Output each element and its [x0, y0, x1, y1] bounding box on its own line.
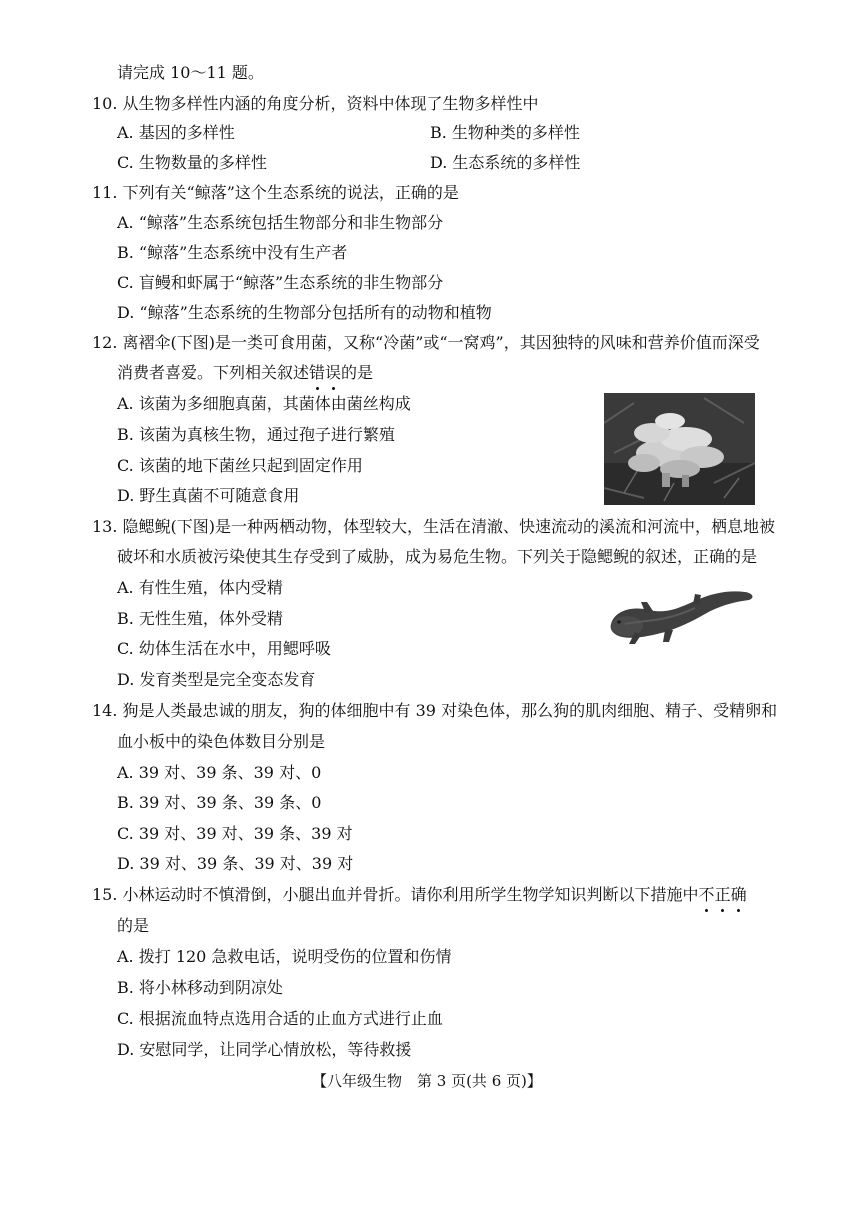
q12-option-b: B. 该菌为真核生物，通过孢子进行繁殖 — [117, 425, 395, 444]
q12-emphasis-char: 错 — [309, 363, 326, 382]
q13-option-a: A. 有性生殖，体内受精 — [117, 578, 283, 597]
q11-stem: 11. 下列有关“鲸落”这个生态系统的说法，正确的是 — [92, 183, 459, 202]
q10-option-b: B. 生物种类的多样性 — [430, 123, 580, 142]
q11-option-d: D. “鲸落”生态系统的生物部分包括所有的动物和植物 — [117, 303, 492, 322]
mushroom-photo — [604, 393, 755, 505]
q14-stem-line1: 14. 狗是人类最忠诚的朋友，狗的体细胞中有 39 对染色体，那么狗的肌肉细胞、精子、受精卵和 — [92, 701, 778, 720]
q14-option-b: B. 39 对、39 条、39 条、0 — [117, 793, 322, 812]
q10-option-c: C. 生物数量的多样性 — [117, 153, 267, 172]
q14-option-d: D. 39 对、39 条、39 对、39 对 — [117, 854, 354, 873]
page-footer: 【八年级生物 第 3 页(共 6 页)】 — [312, 1072, 542, 1090]
q13-option-d: D. 发育类型是完全变态发育 — [117, 670, 316, 689]
q12-option-d: D. 野生真菌不可随意食用 — [117, 486, 300, 505]
q15-option-b: B. 将小林移动到阴凉处 — [117, 978, 283, 997]
q15-option-c: C. 根据流血特点选用合适的止血方式进行止血 — [117, 1009, 443, 1028]
q11-option-a: A. “鲸落”生态系统包括生物部分和非生物部分 — [117, 213, 444, 232]
q13-option-b: B. 无性生殖，体外受精 — [117, 609, 283, 628]
q11-option-b: B. “鲸落”生态系统中没有生产者 — [117, 243, 348, 262]
q12-stem-text: 的是 — [341, 363, 374, 382]
q12-stem-line2 — [117, 362, 373, 384]
salamander-photo — [605, 580, 757, 648]
q10-stem: 10. 从生物多样性内涵的角度分析，资料中体现了生物多样性中 — [92, 94, 539, 113]
q13-option-c: C. 幼体生活在水中，用鳃呼吸 — [117, 639, 331, 658]
q12-stem-line1: 12. 离褶伞(下图)是一类可食用菌，又称“冷菌”或“一窝鸡”，其因独特的风味和营养价值而深受 — [92, 333, 760, 352]
q15-stem-line1 — [92, 884, 747, 906]
intro-text: 请完成 10～11 题。 — [117, 63, 264, 82]
q10-option-d: D. 生态系统的多样性 — [430, 153, 581, 172]
q14-option-c: C. 39 对、39 对、39 条、39 对 — [117, 824, 353, 843]
q15-stem-line2: 的是 — [117, 916, 150, 935]
mushroom-illustration — [604, 393, 755, 505]
q10-option-a: A. 基因的多样性 — [117, 123, 235, 142]
q15-emphasis-char: 正 — [714, 885, 731, 904]
q15-option-a: A. 拨打 120 急救电话，说明受伤的位置和伤情 — [117, 947, 452, 966]
q13-stem-line2: 破坏和水质被污染使其生存受到了威胁，成为易危生物。下列关于隐鳃鲵的叙述，正确的是 — [117, 547, 758, 566]
q12-option-a: A. 该菌为多细胞真菌，其菌体由菌丝构成 — [117, 394, 411, 413]
q14-stem-line2: 血小板中的染色体数目分别是 — [117, 732, 326, 751]
q12-stem-text: 消费者喜爱。下列相关叙述 — [117, 363, 310, 382]
q12-emphasis-char: 误 — [325, 363, 342, 382]
q15-emphasis-char: 不 — [698, 885, 715, 904]
q15-option-d: D. 安慰同学，让同学心情放松，等待救援 — [117, 1040, 412, 1059]
q13-stem-line1: 13. 隐鳃鲵(下图)是一种两栖动物，体型较大，生活在清澈、快速流动的溪流和河流中，栖息地被 — [92, 517, 776, 536]
q15-stem-text: 15. 小林运动时不慎滑倒，小腿出血并骨折。请你利用所学生物学知识判断以下措施中 — [92, 885, 699, 904]
q12-option-c: C. 该菌的地下菌丝只起到固定作用 — [117, 456, 363, 475]
q15-emphasis-char: 确 — [730, 885, 747, 904]
q14-option-a: A. 39 对、39 条、39 对、0 — [117, 763, 322, 782]
q11-option-c: C. 盲鳗和虾属于“鲸落”生态系统的非生物部分 — [117, 273, 444, 292]
salamander-illustration — [605, 580, 757, 648]
